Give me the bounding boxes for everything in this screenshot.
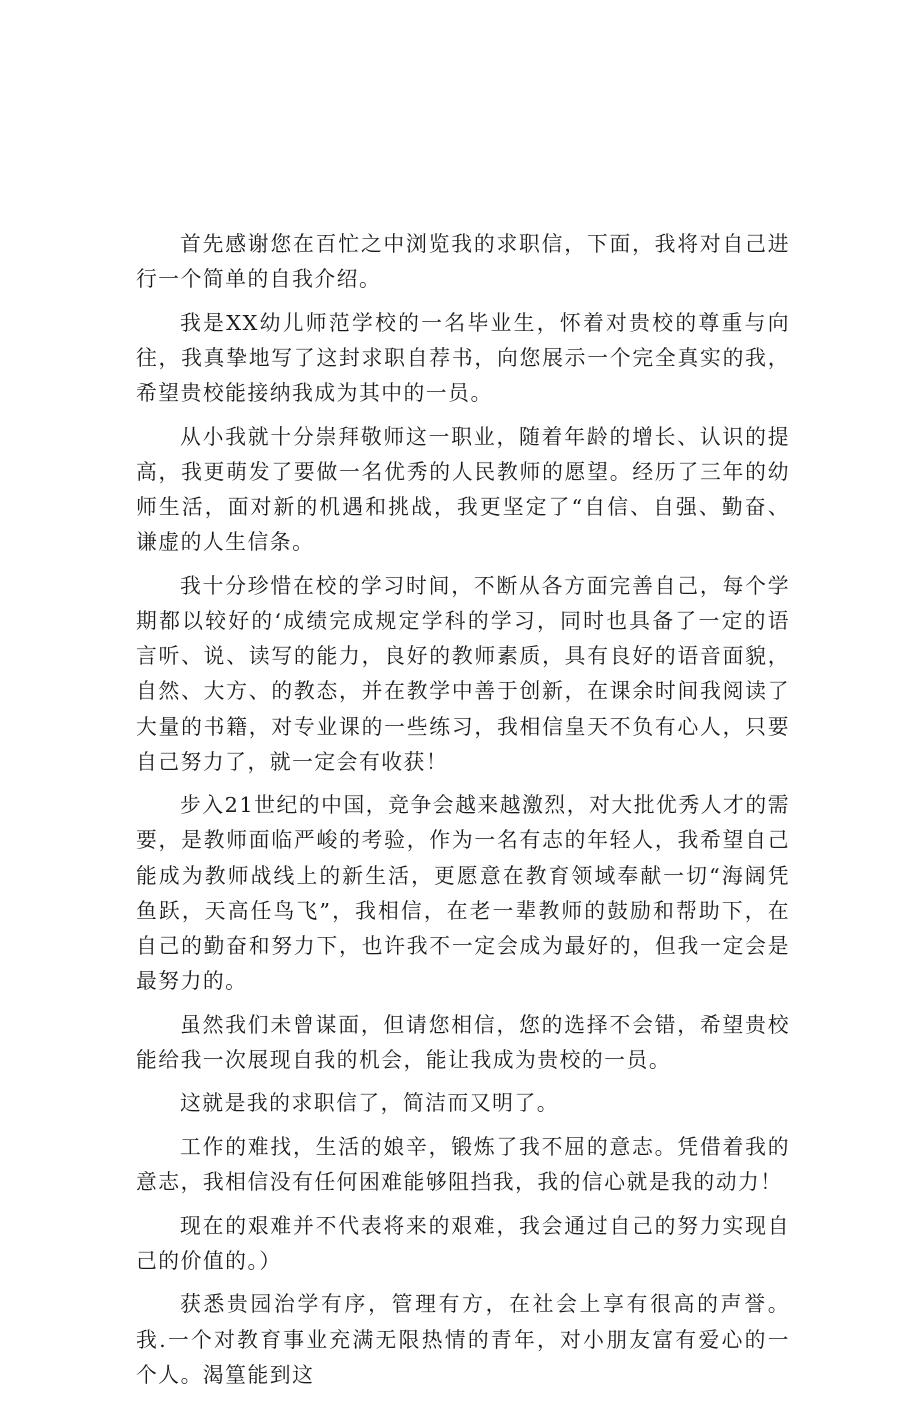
paragraph-9: 现在的艰难并不代表将来的艰难，我会通过自己的努力实现自己的价值的。） (136, 1213, 790, 1273)
paragraph-2: 我是XX幼儿师范学校的一名毕业生，怀着对贵校的尊重与向往，我真挚地写了这封求职自荐书，向您展示一个完全真实的我，希望贵校能接纳我成为其中的一员。 (136, 310, 790, 406)
paragraph-7: 这就是我的求职信了，简洁而又明了。 (180, 1091, 560, 1116)
paragraph-3: 从小我就十分崇拜敬师这一职业，随着年龄的增长、认识的提高，我更萌发了要做一名优秀的人民教师的愿望。经历了三年的幼师生活，面对新的机遇和挑战，我更坚定了“自信、自强、勤奋、谦虚的人生信条。 (136, 424, 790, 555)
paragraph-10: 获悉贵园治学有序，管理有方，在社会上享有很高的声誉。我.一个对教育事业充满无限热情的青年，对小朋友富有爱心的一个人。渴篁能到这 (136, 1292, 790, 1387)
letter-body (136, 227, 790, 1401)
paragraph-6: 虽然我们未曾谋面，但请您相信，您的选择不会错，希望贵校能给我一次展现自我的机会，能让我成为贵校的一员。 (136, 1012, 790, 1072)
paragraph-5: 步入21世纪的中国，竞争会越来越激烈，对大批优秀人才的需要，是教师面临严峻的考验，作为一名有志的年轻人，我希望自己能成为教师战线上的新生活，更愿意在教育领域奉献一切“海阔凭鱼跃，天高任鸟飞”，我相信，在老一辈教师的鼓励和帮助下，在自己的勤奋和努力下，也许我不一定会成为最好的，但我一定会是最努力的。 (136, 793, 790, 994)
paragraph-4: 我十分珍惜在校的学习时间，不断从各方面完善自己，每个学期都以较好的‘成绩完成规定学科的学习，同时也具备了一定的语言听、说、读写的能力，良好的教师素质，具有良好的语音面貌，自然、大方、的教态，并在教学中善于创新，在课余时间我阅读了大量的书籍，对专业课的一些练习，我相信皇天不负有心人，只要自己努力了，就一定会有收获！ (136, 573, 790, 774)
paragraph-8: 工作的难找，生活的娘辛，锻炼了我不屈的意志。凭借着我的意志，我相信没有任何困难能够阻挡我，我的信心就是我的动力！ (136, 1134, 790, 1195)
paragraph-1: 首先感谢您在百忙之中浏览我的求职信，下面，我将对自己进行一个简单的自我介绍。 (136, 232, 790, 292)
